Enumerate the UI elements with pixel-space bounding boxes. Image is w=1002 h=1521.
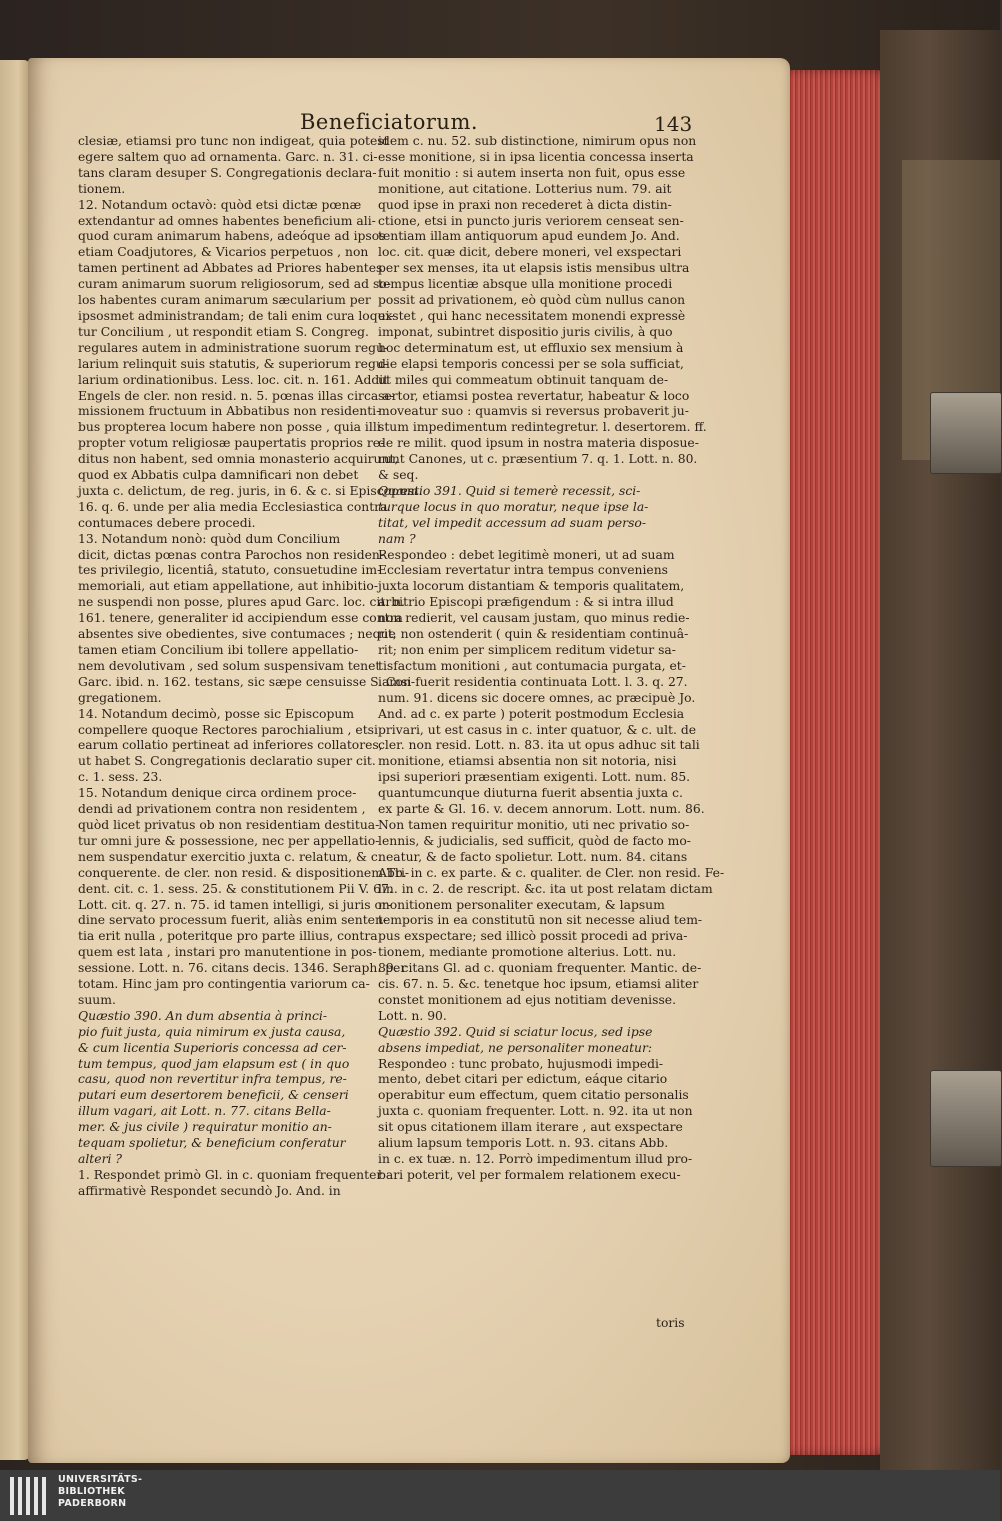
text-line: pio fuit justa, quia nimirum ex justa causa, (78, 1024, 346, 1039)
text-line: curam animarum suorum religiosorum, sed ad so- (78, 277, 391, 292)
paragraph (378, 134, 707, 484)
text-line: clesiæ, etiamsi pro tunc non indigeat, quia potest (78, 134, 389, 148)
text-line: lin. in c. 2. de rescript. &c. ita ut post relatam dictam (378, 881, 713, 896)
text-line: Respondeo : tunc probato, hujusmodi impedi- (378, 1056, 664, 1071)
text-line: suum. (78, 992, 116, 1007)
text-line: esse monitione, si in ipsa licentia concessa inserta (378, 149, 694, 164)
text-line: non redierit, vel causam justam, quo minus redie- (378, 611, 690, 626)
paragraph (78, 786, 410, 1009)
text-line: Lott. cit. q. 27. n. 75. id tamen intelligi, si juris or- (78, 897, 392, 912)
text-line: in c. ex tuæ. n. 12. Porrò impedimentum illud pro- (378, 1152, 693, 1166)
text-line: nem devolutivam , sed solum suspensivam tenet (78, 658, 381, 673)
text-line: alteri ? (78, 1152, 122, 1166)
text-line: num. 91. dicens sic docere omnes, ac præcipuè Jo. (378, 690, 696, 705)
text-line: Quæstio 390. An dum absentia à princi- (78, 1008, 328, 1023)
text-line: privari, ut est casus in c. inter quatuor, & c. ult. de (378, 722, 697, 737)
text-line: propter votum religiosæ paupertatis proprios re- (78, 436, 385, 451)
logo-line: UNIVERSITÄTS- (58, 1474, 143, 1485)
text-line: monitionem personaliter executam, & lapsum (378, 897, 665, 912)
text-line: rit; non enim per simplicem reditum videtur sa- (378, 643, 676, 657)
text-line: runt Canones, ut c. præsentium 7. q. 1. Lott. n. 80. (378, 452, 698, 467)
text-line: monitione, aut citatione. Lotterius num. 79. ait (378, 181, 672, 196)
text-line: dent. cit. c. 1. sess. 25. & constitutionem Pii V. 67. (78, 881, 393, 896)
text-line: illum vagari, ait Lott. n. 77. citans Bella- (78, 1104, 331, 1119)
text-line: tamen pertinent ad Abbates ad Priores habentes (78, 261, 383, 276)
text-line: dendi ad privationem contra non residentem , (78, 802, 366, 817)
text-line: earum collatio pertineat ad inferiores collatores, (78, 738, 383, 753)
text-line: & cum licentia Superioris concessa ad cer- (78, 1040, 347, 1055)
logo-line: PADERBORN (58, 1498, 127, 1509)
text-line: ne suspendi non posse, plures apud Garc. loc. cit. n. (78, 595, 406, 610)
paragraph (78, 1167, 383, 1200)
paragraph (378, 547, 725, 1025)
text-line: extendantur ad omnes habentes beneficium ali- (78, 213, 376, 228)
text-line: regulares autem in administratione suorum regu- (78, 340, 389, 355)
text-line: gregationem. (78, 690, 162, 705)
text-line: Quæstio 392. Quid si sciatur locus, sed ipse (378, 1024, 653, 1039)
text-line: iamsi fuerit residentia continuata Lott. l. 3. q. 27. (378, 674, 688, 689)
text-line: imponat, subintret dispositio juris civilis, à quo (378, 324, 673, 339)
text-line: tionem, mediante promotione alterius. Lott. nu. (378, 945, 677, 960)
text-line: compellere quoque Rectores parochialium , etsi (78, 722, 378, 737)
text-line: affirmativè Respondet secundò Jo. And. in (78, 1183, 341, 1198)
text-line: ex parte & Gl. 16. v. decem annorum. Lott. num. 86. (378, 802, 705, 817)
text-line: etiam Coadjutores, & Vicarios perpetuos , non (78, 245, 369, 260)
text-line: absentes sive obedientes, sive contumaces ; neque (78, 627, 396, 642)
text-line: quod ipse in praxi non recederet à dicta distin- (378, 197, 672, 212)
text-line: Respondeo : debet legitimè moneri, ut ad suam (378, 547, 675, 562)
text-line: 89. citans Gl. ad c. quoniam frequenter. Mantic. de- (378, 961, 702, 976)
text-line: tans claram desuper S. Congregationis declara- (78, 165, 377, 180)
text-line: memoriali, aut etiam appellatione, aut inhibitio- (78, 579, 379, 594)
text-line: bari poterit, vel per formalem relationem execu- (378, 1167, 681, 1182)
text-line: stum impedimentum redintegretur. l. desertorem. ff. (378, 420, 707, 435)
text-line: nam ? (378, 531, 416, 546)
text-line: cis. 67. n. 5. &c. tenetque hoc ipsum, etiamsi aliter (378, 977, 699, 992)
text-line: 161. tenere, generaliter id accipiendum esse contra (78, 611, 403, 626)
text-line: constet monitionem ad ejus notitiam devenisse. (378, 992, 677, 1007)
text-line: 16. q. 6. unde per alia media Ecclesiastica contra (78, 499, 388, 514)
library-logo-icon (10, 1477, 52, 1515)
text-line: possit ad privationem, eò quòd cùm nullus canon (378, 293, 686, 308)
paragraph (378, 1056, 693, 1184)
text-line: contumaces debere procedi. (78, 515, 256, 530)
text-line: totam. Hinc jam pro contingentia variorum ca- (78, 977, 370, 992)
text-line: mer. & jus civile ) requiratur monitio an- (78, 1120, 332, 1135)
text-line: turque locus in quo moratur, neque ipse la- (378, 499, 649, 514)
text-line: tur omni jure & possessione, nec per appellatio- (78, 833, 380, 848)
text-line: monitione, etiamsi absentia non sit notoria, nisi (378, 754, 677, 769)
text-line: Abb. in c. ex parte. & c. qualiter. de Cler. non resid. Fe- (378, 865, 725, 880)
text-line: quantumcunque diuturna fuerit absentia juxta c. (378, 786, 683, 801)
text-line: 1. Respondet primò Gl. in c. quoniam frequenter (78, 1167, 383, 1182)
upper-clasp (930, 392, 1002, 474)
text-line: juxta c. quoniam frequenter. Lott. n. 92. ita ut non (378, 1104, 693, 1119)
text-line: tionem. (78, 181, 126, 196)
text-line: tempus licentiæ absque ulla monitione procedi (378, 277, 673, 292)
text-line: titat, vel impedit accessum ad suam perso- (378, 515, 647, 530)
text-line: nem suspendatur exercitio juxta c. relatum, & c. (78, 849, 382, 864)
paragraph (78, 197, 423, 532)
page-number: 143 (654, 112, 693, 136)
text-line: tia erit nulla , poteritque pro parte illius, contra (78, 929, 378, 944)
text-line: 12. Notandum octavò: quòd etsi dictæ pœnæ (78, 197, 362, 212)
text-line: juxta c. delictum, de reg. juris, in 6. & c. si Episcopum. (78, 483, 423, 498)
text-line: dicit, dictas pœnas contra Parochos non residen- (78, 547, 385, 562)
text-line: rit, non ostenderit ( quin & residentiam continuâ- (378, 627, 689, 642)
text-line: ctione, etsi in puncto juris veriorem censeat sen- (378, 213, 684, 228)
text-line: sit opus citationem illam iterare , aut exspectare (378, 1120, 683, 1135)
text-line: arbitrio Episcopi præfigendum : & si intra illud (378, 595, 674, 610)
text-line: juxta locorum distantiam & temporis qualitatem, (378, 579, 685, 594)
text-line: absens impediat, ne personaliter moneatur: (378, 1040, 653, 1055)
text-line: egere saltem quo ad ornamenta. Garc. n. 31. ci- (78, 149, 378, 164)
text-line: die elapsi temporis concessi per se sola sufficiat, (378, 356, 684, 371)
text-line: fuit monitio : si autem inserta non fuit, opus esse (378, 165, 686, 180)
text-line: loc. cit. quæ dicit, debere moneri, vel exspectari (378, 245, 682, 260)
text-line: Non tamen requiritur monitio, uti nec privatio so- (378, 817, 690, 832)
text-line: tum tempus, quod jam elapsum est ( in quo (78, 1056, 350, 1071)
text-line: And. ad c. ex parte ) poterit postmodum Ecclesia (378, 706, 685, 721)
text-line: Quæstio 391. Quid si temerè recessit, sci- (378, 483, 641, 498)
text-line: 13. Notandum nonò: quòd dum Concilium (78, 531, 341, 546)
catchword: toris (656, 1316, 685, 1330)
question-heading (78, 1009, 376, 1168)
question-heading (378, 1025, 684, 1057)
text-line: tes privilegio, licentiâ, statuto, consuetudine im- (78, 563, 382, 578)
text-line: exstet , qui hanc necessitatem monendi expressè (378, 308, 686, 323)
text-line: quod ex Abbatis culpa damnificari non debet (78, 468, 359, 483)
text-line: dine servato processum fuerit, aliàs enim senten- (78, 913, 388, 928)
text-line: Lott. n. 90. (378, 1008, 447, 1023)
text-line: conquerente. de cler. non resid. & dispositionem Tri- (78, 865, 410, 880)
text-line: quod curam animarum habens, adeóque ad ipsos (78, 229, 386, 244)
text-line: tur Concilium , ut respondit etiam S. Congreg. (78, 324, 369, 339)
text-line: casu, quod non revertitur infra tempus, re- (78, 1072, 347, 1087)
text-line: quem est lata , instari pro manutentione in pos- (78, 945, 377, 960)
text-line: tisfactum monitioni , aut contumacia purgata, et- (378, 658, 686, 673)
text-line: Engels de cler. non resid. n. 5. pœnas illas circa a- (78, 388, 394, 403)
text-line: tequam spolietur, & beneficium conferatur (78, 1136, 346, 1151)
text-line: bus propterea locum habere non posse , quia illi (78, 420, 381, 435)
running-head: Beneficiatorum. (300, 110, 479, 134)
text-line: operabitur eum effectum, quem citatio personalis (378, 1088, 689, 1103)
text-line: quòd licet privatus ob non residentiam destitua- (78, 817, 380, 832)
text-line: tamen etiam Concilium ibi tollere appellatio- (78, 643, 359, 657)
text-line: sessione. Lott. n. 76. citans decis. 1346. Seraph. per (78, 961, 407, 976)
text-line: ut miles qui commeatum obtinuit tanquam de- (378, 372, 669, 387)
text-line: tentiam illam antiquorum apud eundem Jo. And. (378, 229, 680, 244)
text-line: idem c. nu. 52. sub distinctione, nimirum opus non (378, 134, 697, 148)
library-footer (0, 1470, 1000, 1521)
text-line: 15. Notandum denique circa ordinem proce- (78, 786, 357, 801)
text-line: putari eum desertorem beneficii, & censeri (78, 1088, 349, 1103)
text-line: de re milit. quod ipsum in nostra materia disposue- (378, 436, 699, 451)
text-line: neatur, & de facto spolietur. Lott. num. 84. citans (378, 849, 688, 864)
text-line: per sex menses, ita ut elapsis istis mensibus ultra (378, 261, 690, 276)
text-line: ipsosmet administrandam; de tali enim cura loqui- (78, 308, 394, 323)
page-edges (786, 70, 890, 1455)
text-line: sertor, etiamsi postea revertatur, habeatur & loco (378, 388, 690, 403)
text-line: ditus non habent, sed omnia monasterio acquirunt, (78, 452, 399, 467)
logo-line: BIBLIOTHEK (58, 1486, 125, 1497)
text-line: Ecclesiam revertatur intra tempus conveniens (378, 563, 668, 578)
right-column (378, 134, 725, 1184)
text-line: lennis, & judicialis, sed sufficit, quòd de facto mo- (378, 833, 691, 848)
question-heading (378, 484, 684, 548)
text-line: c. 1. sess. 23. (78, 770, 163, 785)
paragraph (78, 706, 383, 787)
text-line: ut habet S. Congregationis declaratio super cit. (78, 754, 376, 769)
paragraph (78, 134, 389, 198)
text-line: ipsi superiori præsentiam exigenti. Lott. num. 85. (378, 770, 691, 785)
text-line: mento, debet citari per edictum, eáque citario (378, 1072, 668, 1087)
text-line: moveatur suo : quamvis si reversus probaverit ju- (378, 404, 689, 419)
text-line: & seq. (378, 468, 419, 483)
text-line: larium relinquit suis statutis, & superiorum regu- (78, 356, 389, 371)
text-line: Garc. ibid. n. 162. testans, sic sæpe censuisse S. Con- (78, 674, 416, 689)
previous-page-edge (0, 60, 30, 1460)
text-line: cler. non resid. Lott. n. 83. ita ut opus adhuc sit tali (378, 738, 700, 753)
text-line: missionem fructuum in Abbatibus non residenti- (78, 404, 381, 419)
library-logo-text (58, 1474, 142, 1510)
text-line: hoc determinatum est, ut effluxio sex mensium à (378, 340, 684, 355)
text-line: larium ordinationibus. Less. loc. cit. n. 161. Addit (78, 372, 389, 387)
text-line: alium lapsum temporis Lott. n. 93. citans Abb. (378, 1136, 669, 1151)
text-line: 14. Notandum decimò, posse sic Episcopum (78, 706, 355, 721)
lower-clasp (930, 1070, 1002, 1167)
text-line: temporis in ea constitutū non sit necesse aliud tem- (378, 913, 703, 928)
text-line: pus exspectare; sed illicò possit procedi ad priva- (378, 929, 688, 944)
text-line: los habentes curam animarum sæcularium per (78, 293, 371, 308)
